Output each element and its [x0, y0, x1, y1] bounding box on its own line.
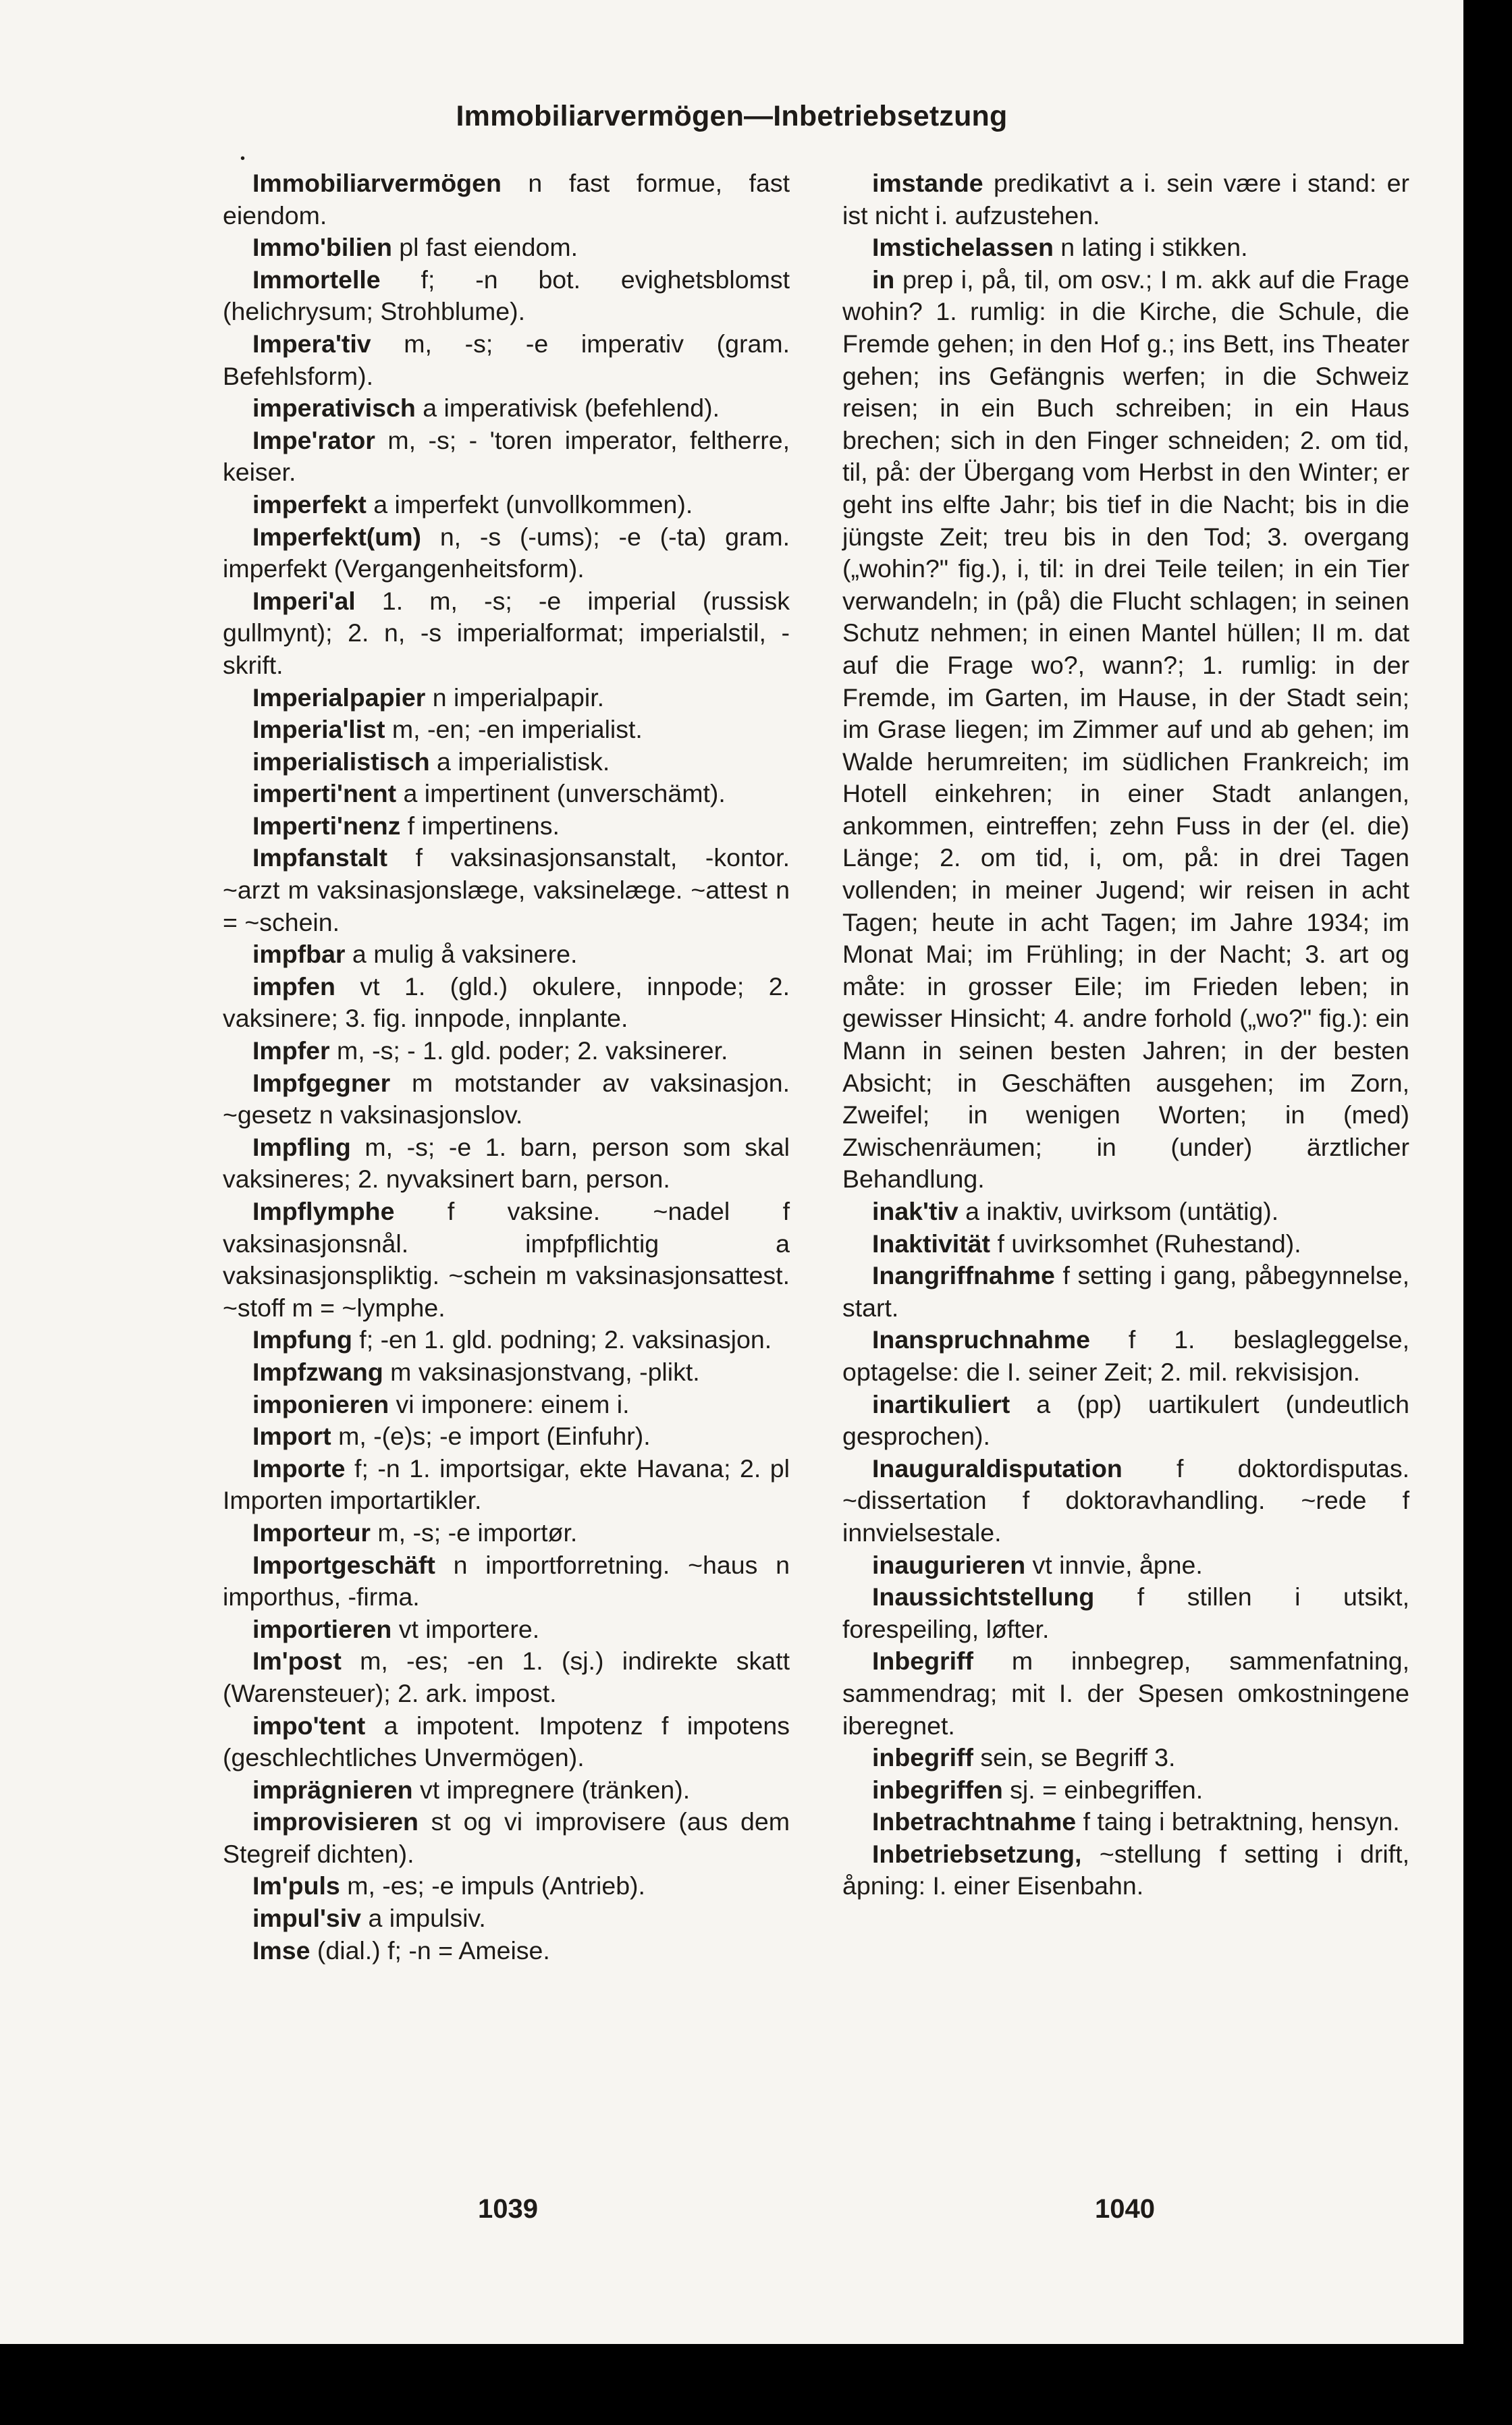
dictionary-entry [842, 1806, 1409, 1838]
entry-headword: Impera'tiv [252, 329, 371, 358]
dictionary-entry [223, 1870, 790, 1902]
entry-definition: f doktordisputas. ~dissertation f doktoravhandling. ~rede f innvielsestale. [842, 1454, 1409, 1547]
dictionary-entry [223, 328, 790, 392]
entry-definition: n, -s (-ums); -e (-ta) gram. imperfekt (Vergangenheitsform). [223, 522, 790, 583]
dictionary-entry [223, 1549, 790, 1614]
entry-definition: m, -en; -en imperialist. [385, 715, 643, 744]
entry-headword: Impfer [252, 1036, 330, 1065]
entry-definition: m, -s; - 'toren imperator, feltherre, keiser. [223, 425, 790, 487]
entry-headword: Imperti'nenz [252, 811, 401, 840]
entry-definition: m, -s; - 1. gld. poder; 2. vaksinerer. [329, 1036, 728, 1065]
entry-headword: Importgeschäft [252, 1550, 435, 1579]
running-header: Immobiliarvermögen—Inbetriebsetzung [456, 100, 1008, 132]
entry-definition: m, -s; -e imperativ (gram. Befehlsform). [223, 329, 790, 390]
dictionary-entry [223, 232, 790, 264]
dictionary-entry [223, 1710, 790, 1774]
dictionary-entry [223, 1645, 790, 1709]
entry-definition: a impertinent (unverschämt). [396, 779, 726, 808]
entry-headword: Imperia'list [252, 715, 385, 744]
entry-definition: f impertinens. [400, 811, 560, 840]
entry-definition: n lating i stikken. [1053, 233, 1248, 262]
entry-headword: imperti'nent [252, 779, 397, 808]
entry-definition: sein, se Begriff 3. [973, 1743, 1176, 1772]
entry-definition: m innbegrep, sammenfatning, sammendrag; mit I. der Spesen omkostningene iberegnet. [842, 1647, 1409, 1740]
dictionary-entry [223, 1614, 790, 1646]
dictionary-entry [842, 1774, 1409, 1807]
dictionary-entry [223, 1035, 790, 1067]
dictionary-entry [223, 521, 790, 585]
dictionary-entry [842, 1324, 1409, 1388]
entry-headword: Inbetriebsetzung, [872, 1839, 1082, 1868]
dictionary-entry [223, 1131, 790, 1196]
entry-headword: Imperi'al [252, 586, 356, 615]
entry-definition: f vaksinasjonsanstalt, -kontor. ~arzt m vaksinasjonslæge, vaksinelæge. ~attest n = ~schein. [223, 843, 790, 936]
dictionary-entry [223, 778, 790, 810]
dictionary-entry [842, 1549, 1409, 1582]
entry-definition: a inaktiv, uvirksom (untätig). [958, 1197, 1279, 1225]
dictionary-entry [223, 1420, 790, 1453]
entry-headword: Imperfekt(um) [252, 522, 422, 551]
dictionary-entry [223, 489, 790, 521]
dictionary-entry [223, 425, 790, 489]
entry-headword: inaugurieren [872, 1550, 1026, 1579]
entry-headword: Im'puls [252, 1871, 340, 1900]
entry-headword: importieren [252, 1614, 392, 1643]
entry-definition: f; -en 1. gld. podning; 2. vaksinasjon. [352, 1325, 772, 1354]
entry-definition: pl fast eiendom. [392, 233, 578, 262]
dictionary-entry [223, 682, 790, 714]
entry-definition: f; -n 1. importsigar, ekte Havana; 2. pl Importen importartikler. [223, 1454, 790, 1515]
entry-definition: 1. m, -s; -e imperial (russisk gullmynt); 2. n, -s imperialformat; imperialstil, -skrift. [223, 586, 790, 679]
entry-headword: in [872, 265, 895, 294]
dictionary-entry [223, 1806, 790, 1870]
dictionary-entry [223, 1935, 790, 1967]
entry-headword: Inaktivität [872, 1229, 991, 1258]
dictionary-entry [842, 1742, 1409, 1774]
entry-headword: imponieren [252, 1389, 389, 1418]
right-page-number: 1040 [1095, 2194, 1155, 2224]
left-page-number: 1039 [478, 2194, 538, 2224]
dictionary-entry [842, 1389, 1409, 1453]
entry-headword: impfen [252, 971, 335, 1001]
entry-headword: Impflymphe [252, 1197, 395, 1225]
entry-definition: f; -n bot. evighetsblomst (helichrysum; Strohblume). [223, 265, 790, 326]
entry-headword: inbegriffen [872, 1775, 1003, 1804]
entry-headword: imperativisch [252, 394, 416, 423]
entry-headword: improvisieren [252, 1807, 418, 1836]
entry-definition: f uvirksomhet (Ruhestand). [990, 1229, 1301, 1258]
entry-definition: m, -es; -e impuls (Antrieb). [340, 1871, 645, 1900]
entry-definition: st og vi improvisere (aus dem Stegreif dichten). [223, 1807, 790, 1868]
entry-headword: inak'tiv [872, 1197, 959, 1225]
dictionary-entry [223, 810, 790, 843]
left-column [223, 167, 790, 1967]
entry-definition: f 1. beslagleggelse, optagelse: die I. seiner Zeit; 2. mil. rekvisisjon. [842, 1325, 1409, 1386]
entry-headword: Immo'bilien [252, 233, 392, 262]
entry-headword: inartikuliert [872, 1389, 1010, 1418]
dictionary-entry [223, 1196, 790, 1324]
dictionary-entry [223, 1517, 790, 1549]
entry-definition: vt innvie, åpne. [1025, 1550, 1203, 1579]
entry-headword: Inaussichtstellung [872, 1582, 1095, 1611]
entry-headword: Im'post [252, 1647, 342, 1676]
entry-definition: a imperialistisk. [429, 747, 610, 776]
entry-definition: prep i, på, til, om osv.; I m. akk auf die Frage wohin? 1. rumlig: in die Kirche, die Schule, die Fremde gehen; in den Hof g.; ins Bett, ins Theater gehen; ins Gefängnis werfen; in die Schweiz reisen; in ein Buch schreiben; in ein Haus brechen; sich in den Finger schneiden; 2. om tid, til, på: der Übergang vom Herbst in den Winter; er geht ins elfte Jahr; bis tief in die Nacht; bis in die jüngste Zeit; treu bis in den Tod; 3. overgang („wohin?" fig.), i, til: in drei Teile teilen; in ein Tier verwandeln; in (på) die Flucht schlagen; in seinen Schutz nehmen; in einen Mantel hüllen; II m. dat auf die Frage wo?, wann?; 1. rumlig: in der Fremde, im Garten, im Hause, in der Stadt sein; im Grase liegen; im Zimmer auf und ab gehen; im Walde herumreiten; im südlichen Frankreich; im Hotell einkehren; in einer Stadt anlangen, ankommen, eintreffen; zehn Fuss in der (el. die) Länge; 2. om tid, i, om, på: in drei Tagen vollenden; in meiner Jugend; wir reisen in acht Tagen; heute in acht Tagen; im Jahre 1934; im Monat Mai; im Frühling; in der Nacht; 3. art og måte: in grosser Eile; im Frieden leben; in gewisser Hinsicht; 4. andre forhold („wo?" fig.): ein Mann in seinen besten Jahren; in der besten Absicht; in Geschäften ausgehen; im Zorn, Zweifel; in wenigen Worten; in (med) Zwischenräumen; in (under) ärztlicher Behandlung. [842, 265, 1409, 1194]
entry-definition: a imperfekt (unvollkommen). [366, 489, 693, 518]
dictionary-entry [842, 1581, 1409, 1645]
dictionary-entry [223, 971, 790, 1035]
entry-headword: Impfanstalt [252, 843, 388, 872]
dictionary-entry [842, 1453, 1409, 1549]
dictionary-entry [223, 264, 790, 328]
entry-definition: vt impregnere (tränken). [412, 1775, 691, 1804]
entry-headword: imstande [872, 169, 983, 197]
entry-definition: m, -s; -e 1. barn, person som skal vaksineres; 2. nyvaksinert barn, person. [223, 1132, 790, 1194]
entry-headword: Importe [252, 1454, 346, 1483]
entry-headword: impul'siv [252, 1904, 362, 1933]
dictionary-entry [223, 714, 790, 746]
entry-definition: vt importere. [392, 1614, 540, 1643]
entry-definition: vt 1. (gld.) okulere, innpode; 2. vaksinere; 3. fig. innpode, innplante. [223, 971, 790, 1033]
entry-definition: f taing i betraktning, hensyn. [1076, 1807, 1400, 1836]
dictionary-entry [842, 1196, 1409, 1228]
dictionary-entry [223, 585, 790, 682]
entry-definition: a (pp) uartikulert (undeutlich gesprochen). [842, 1389, 1409, 1451]
dictionary-entry [223, 1453, 790, 1517]
dictionary-entry [223, 1774, 790, 1807]
entry-headword: Impfzwang [252, 1357, 383, 1386]
entry-headword: Inangriffnahme [872, 1261, 1055, 1290]
entry-definition: a imperativisk (befehlend). [415, 394, 720, 423]
entry-definition: m motstander av vaksinasjon. ~gesetz n vaksinasjonslov. [223, 1068, 790, 1129]
entry-headword: Inanspruchnahme [872, 1325, 1090, 1354]
entry-headword: Importeur [252, 1518, 371, 1547]
entry-definition: m vaksinasjonstvang, -plikt. [383, 1357, 700, 1386]
entry-headword: Inbetrachtnahme [872, 1807, 1077, 1836]
entry-definition: a mulig å vaksinere. [345, 940, 578, 969]
entry-definition: m, -s; -e importør. [371, 1518, 578, 1547]
dictionary-entry [223, 1324, 790, 1356]
entry-headword: Impfung [252, 1325, 352, 1354]
entry-definition: a impotent. Impotenz f impotens (geschlechtliches Unvermögen). [223, 1711, 790, 1772]
dictionary-entry [842, 167, 1409, 232]
entry-headword: Imperialpapier [252, 683, 426, 712]
entry-definition: n imperialpapir. [425, 683, 605, 712]
entry-headword: imprägnieren [252, 1775, 413, 1804]
entry-headword: imperialistisch [252, 747, 430, 776]
entry-definition: f setting i gang, påbegynnelse, start. [842, 1261, 1409, 1322]
dictionary-entry [223, 938, 790, 971]
entry-definition: m, -(e)s; -e import (Einfuhr). [331, 1422, 651, 1451]
dictionary-entry [223, 1067, 790, 1131]
entry-headword: Immobiliarvermögen [252, 169, 502, 197]
entry-headword: impfbar [252, 940, 346, 969]
dictionary-entry [842, 232, 1409, 264]
entry-headword: Import [252, 1422, 331, 1451]
entry-headword: inbegriff [872, 1743, 973, 1772]
entry-headword: Impfling [252, 1132, 351, 1161]
dictionary-entry [223, 1356, 790, 1389]
dictionary-entry [223, 392, 790, 425]
dictionary-entry [842, 1838, 1409, 1902]
dictionary-entry [842, 1228, 1409, 1260]
right-column [842, 167, 1409, 1902]
entry-definition: n fast formue, fast eiendom. [223, 169, 790, 230]
entry-definition: (dial.) f; -n = Ameise. [310, 1936, 550, 1965]
entry-definition: predikativt a i. sein være i stand: er ist nicht i. aufzustehen. [842, 169, 1409, 230]
entry-headword: imperfekt [252, 489, 367, 518]
entry-definition: vi imponere: einem i. [389, 1389, 630, 1418]
entry-definition: m, -es; -en 1. (sj.) indirekte skatt (Warensteuer); 2. ark. impost. [223, 1647, 790, 1707]
entry-definition: sj. = einbegriffen. [1002, 1775, 1204, 1804]
entry-definition: f stillen i utsikt, forespeiling, løfter. [842, 1582, 1409, 1643]
dictionary-entry [223, 842, 790, 938]
entry-definition: ~stellung f setting i drift, åpning: I. einer Eisenbahn. [842, 1839, 1409, 1900]
entry-headword: Inauguraldisputation [872, 1454, 1123, 1483]
entry-definition: a impulsiv. [361, 1904, 486, 1933]
dictionary-entry [842, 1645, 1409, 1742]
entry-headword: Impfgegner [252, 1068, 391, 1097]
dictionary-entry [223, 167, 790, 232]
dictionary-entry [223, 1902, 790, 1935]
entry-definition: f vaksine. ~nadel f vaksinasjonsnål. impfpflichtig a vaksinasjonspliktig. ~schein m vaksinasjonsattest. ~stoff m = ~lymphe. [223, 1197, 790, 1322]
dictionary-entry [223, 1389, 790, 1421]
dictionary-entry [223, 746, 790, 778]
dictionary-entry [842, 1260, 1409, 1324]
entry-headword: Imse [252, 1936, 310, 1965]
entry-headword: Inbegriff [872, 1647, 973, 1676]
entry-headword: Immortelle [252, 265, 381, 294]
entry-headword: Imstichelassen [872, 233, 1054, 262]
entry-headword: Impe'rator [252, 425, 375, 454]
margin-dot: • [240, 151, 246, 166]
entry-headword: impo'tent [252, 1711, 366, 1740]
dictionary-entry [842, 264, 1409, 1196]
entry-definition: n importforretning. ~haus n importhus, -firma. [223, 1550, 790, 1611]
